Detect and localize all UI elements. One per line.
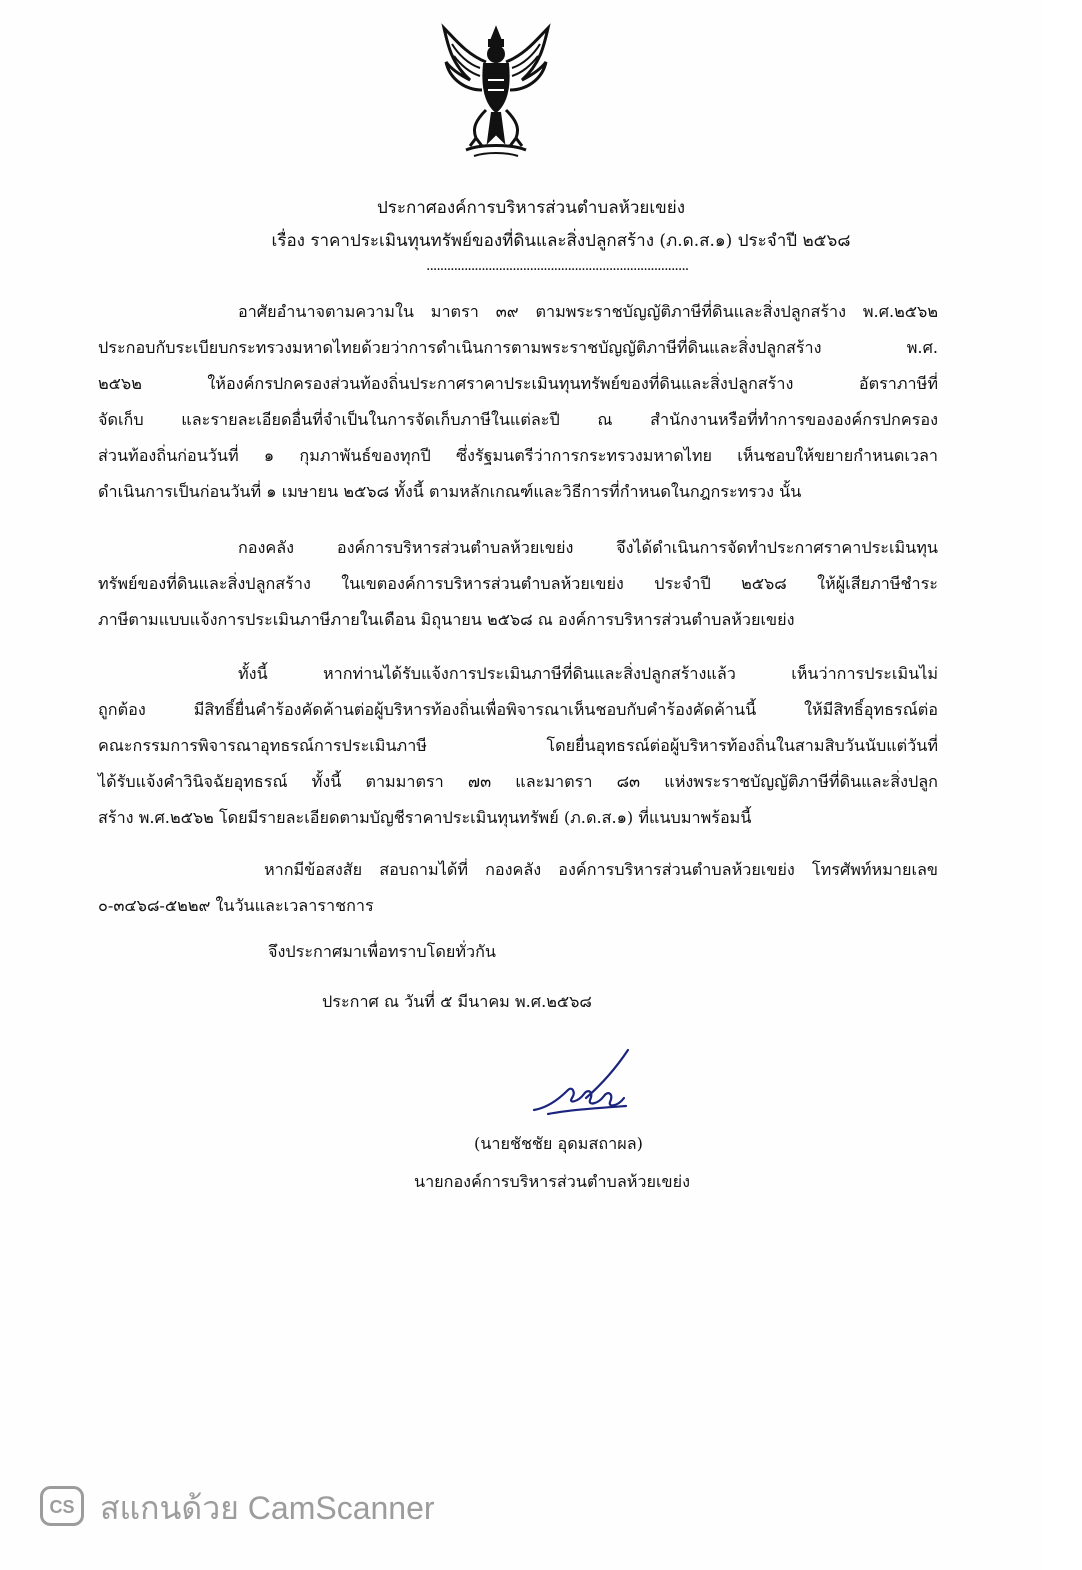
signer-name: (นายชัชชัย อุดมสถาผล) xyxy=(474,1134,643,1153)
body-line: ได้รับแจ้งคำวินิจฉัยอุทธรณ์ ทั้งนี้ ตามมาตรา ๗๓ และมาตรา ๘๓ แห่งพระราชบัญญัติภาษีที่ดินและสิ่งปลูก xyxy=(98,772,938,791)
body-line: หากมีข้อสงสัย สอบถามได้ที่ กองคลัง องค์การบริหารส่วนตำบลห้วยเขย่ง โทรศัพท์หมายเลข xyxy=(264,860,938,879)
title-divider: ............................................................................ xyxy=(426,258,689,274)
announcement-date: ประกาศ ณ วันที่ ๕ มีนาคม พ.ศ.๒๕๖๘ xyxy=(322,992,592,1011)
body-line: ๒๕๖๒ ให้องค์กรปกครองส่วนท้องถิ่นประกาศราคาประเมินทุนทรัพย์ของที่ดินและสิ่งปลูกสร้าง อัตราภาษีที่ xyxy=(98,374,938,393)
body-line: ทรัพย์ของที่ดินและสิ่งปลูกสร้าง ในเขตองค์การบริหารส่วนตำบลห้วยเขย่ง ประจำปี ๒๕๖๘ ให้ผู้เสียภาษีชำระ xyxy=(98,574,938,593)
body-line: กองคลัง องค์การบริหารส่วนตำบลห้วยเขย่ง จึงได้ดำเนินการจัดทำประกาศราคาประเมินทุน xyxy=(238,538,938,557)
camscanner-logo-icon xyxy=(40,1486,84,1526)
body-line: ถูกต้อง มีสิทธิ์ยื่นคำร้องคัดค้านต่อผู้บริหารท้องถิ่นเพื่อพิจารณาเห็นชอบกับคำร้องคัดค้านนี้ ให้มีสิทธิ์อุทธรณ์ต่อ xyxy=(98,700,938,719)
handwritten-signature xyxy=(528,1048,638,1120)
body-line: อาศัยอำนาจตามความใน มาตรา ๓๙ ตามพระราชบัญญัติภาษีที่ดินและสิ่งปลูกสร้าง พ.ศ.๒๕๖๒ xyxy=(238,302,938,321)
body-line: ส่วนท้องถิ่นก่อนวันที่ ๑ กุมภาพันธ์ของทุกปี ซึ่งรัฐมนตรีว่าการกระทรวงมหาดไทย เห็นชอบให้ขยายกำหนดเวลา xyxy=(98,446,938,465)
body-line: ทั้งนี้ หากท่านได้รับแจ้งการประเมินภาษีที่ดินและสิ่งปลูกสร้างแล้ว เห็นว่าการประเมินไม่ xyxy=(238,664,938,683)
announcement-title: ประกาศองค์การบริหารส่วนตำบลห้วยเขย่ง xyxy=(376,198,686,218)
body-line: ประกอบกับระเบียบกระทรวงมหาดไทยด้วยว่าการดำเนินการตามพระราชบัญญัติภาษีที่ดินและสิ่งปลูกสร้าง พ.ศ. xyxy=(98,338,938,357)
body-line: ภาษีตามแบบแจ้งการประเมินภาษีภายในเดือน มิถุนายน ๒๕๖๘ ณ องค์การบริหารส่วนตำบลห้วยเขย่ง xyxy=(98,610,795,629)
body-line: จัดเก็บ และรายละเอียดอื่นที่จำเป็นในการจัดเก็บภาษีในแต่ละปี ณ สำนักงานหรือที่ทำการขององค์กรปกครอง xyxy=(98,410,938,429)
signer-position: นายกองค์การบริหารส่วนตำบลห้วยเขย่ง xyxy=(414,1172,690,1191)
closing-line: จึงประกาศมาเพื่อทราบโดยทั่วกัน xyxy=(268,942,496,961)
garuda-emblem xyxy=(436,24,556,159)
body-line: คณะกรรมการพิจารณาอุทธรณ์การประเมินภาษี โดยยื่นอุทธรณ์ต่อผู้บริหารท้องถิ่นในสามสิบวันนับแต่วันที่ xyxy=(98,736,938,755)
body-line: สร้าง พ.ศ.๒๕๖๒ โดยมีรายละเอียดตามบัญชีราคาประเมินทุนทรัพย์ (ภ.ด.ส.๑) ที่แนบมาพร้อมนี้ xyxy=(98,808,752,827)
body-line: ๐-๓๔๖๘-๕๒๒๙ ในวันและเวลาราชการ xyxy=(98,896,374,915)
announcement-subject: เรื่อง ราคาประเมินทุนทรัพย์ของที่ดินและสิ่งปลูกสร้าง (ภ.ด.ส.๑) ประจำปี ๒๕๖๘ xyxy=(271,231,851,251)
camscanner-watermark: สแกนด้วย CamScanner xyxy=(100,1490,435,1526)
camscanner-logo-text: CS xyxy=(49,1497,75,1517)
body-line: ดำเนินการเป็นก่อนวันที่ ๑ เมษายน ๒๕๖๘ ทั้งนี้ ตามหลักเกณฑ์และวิธีการที่กำหนดในกฎกระทรวง นั้น xyxy=(98,482,802,501)
